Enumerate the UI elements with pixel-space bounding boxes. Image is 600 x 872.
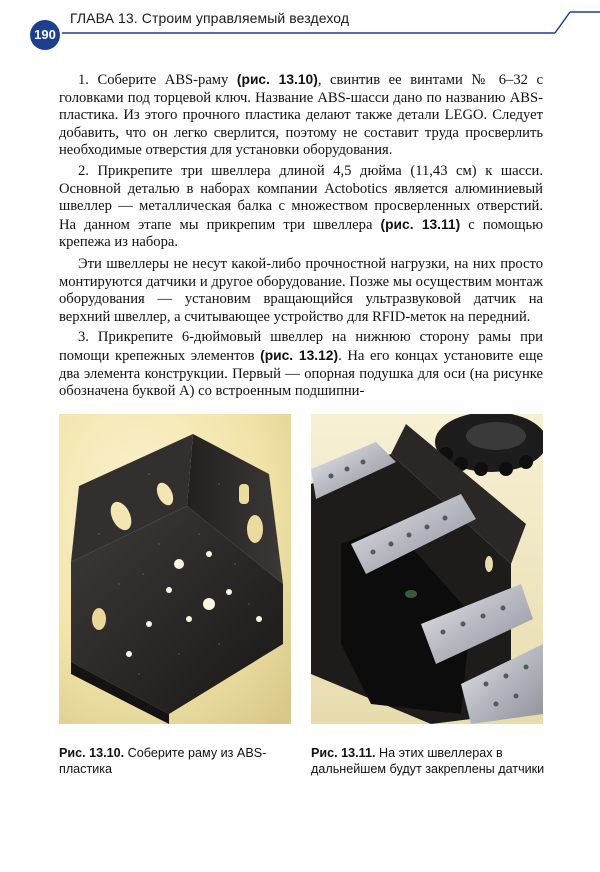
figure-13-10-text: Соберите раму из ABS-пластика xyxy=(59,746,267,776)
paragraph-1-start: 1. Соберите ABS-раму xyxy=(78,72,237,88)
paragraph-2-end: с помощью крепежа из набора. xyxy=(59,216,544,251)
body-text xyxy=(59,71,543,404)
header-rule-bend xyxy=(555,12,570,33)
paragraph-4 xyxy=(59,329,543,400)
figure-13-11-photo xyxy=(311,414,543,724)
paragraph-4-end: . На его концах установите еще два элемента конструкции. Первый — опорная подушка для оси (на рисунке обозначена буквой А) со встроенным подшипни- xyxy=(59,347,543,400)
figure-13-11-caption xyxy=(311,745,547,777)
figure-13-11-text: На этих швеллерах в дальнейшем будут закреплены датчики xyxy=(311,746,545,776)
page-header xyxy=(0,0,600,50)
figure-ref-13-12: (рис. 13.12) xyxy=(260,347,339,363)
figure-13-11-label: Рис. 13.11. xyxy=(311,746,376,760)
paragraph-1-end: , свинтив ее винтами № 6–32 с головками под торцевой ключ. Название ABS-шасси дано по названию ABS-пластика. Из этого прочного пластика делают также детали LEGO. Следует добавить, что он легко сверлится, поэтому не составит труда просверлить необходимые отверстия для установки оборудования. xyxy=(59,72,543,159)
figure-13-10-label: Рис. 13.10. xyxy=(59,746,125,760)
figure-ref-13-11: (рис. 13.11) xyxy=(380,216,461,232)
paragraph-1 xyxy=(59,71,543,160)
chapter-title: ГЛАВА 13. Строим управляемый вездеход xyxy=(70,10,350,26)
paragraph-3: Эти швеллеры не несут какой-либо прочностной нагрузки, на них просто монтируются датчики и другое оборудование. Позже мы осуществим монтаж оборудования — установим вращающийся ультразвуковой датчик на верхний швеллер, а считывающее устройство для RFID-меток на передний. xyxy=(59,255,543,325)
figure-13-10-caption xyxy=(59,745,295,777)
figure-ref-13-10: (рис. 13.10) xyxy=(236,72,318,87)
paragraph-2-start: 2. Прикрепите три швеллера длиной 4,5 дюйма (11,43 см) к шасси. Основной деталью в наборах компании Actobotics является алюминиевый швеллер — металлическая балка с множеством просверленных отверстий. На данном этапе мы прикрепим три швеллера xyxy=(59,162,543,233)
page-number: 190 xyxy=(34,27,56,42)
figure-13-10-photo xyxy=(59,414,291,724)
paragraph-4-start: 3. Прикрепите 6-дюймовый швеллер на нижнюю сторону рамы при помощи крепежных элементов xyxy=(59,329,543,364)
paragraph-2 xyxy=(59,163,543,252)
